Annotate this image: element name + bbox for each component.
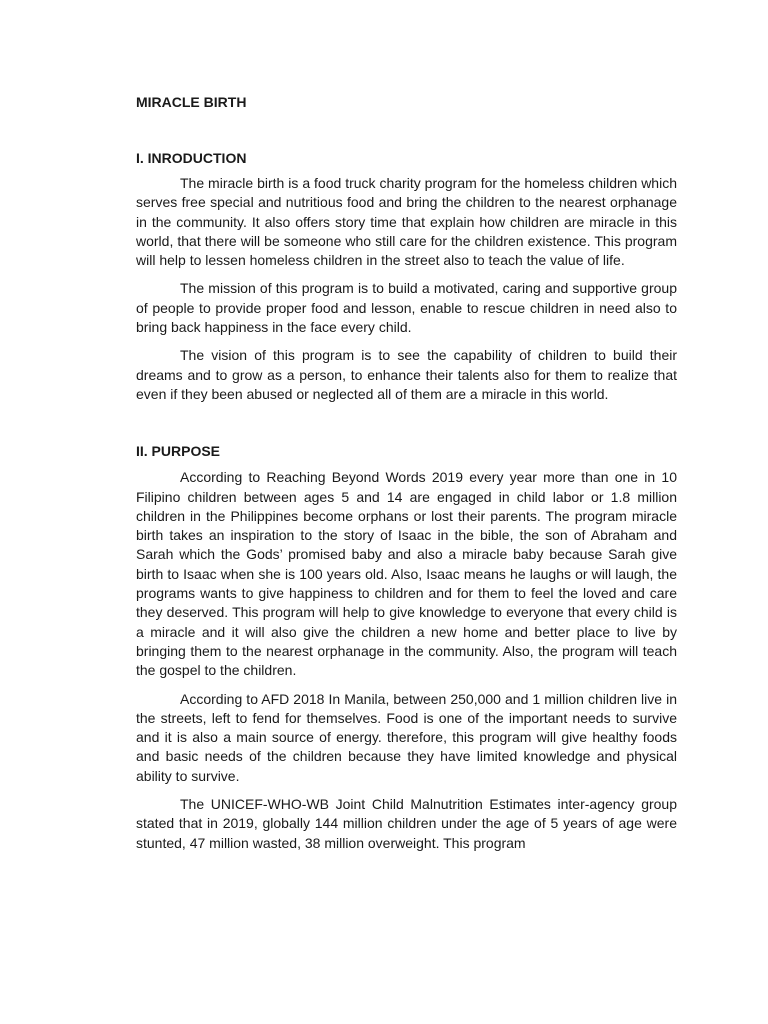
unicef-paragraph: The UNICEF-WHO-WB Joint Child Malnutrition Estimates inter-agency group stated that in 2019, globally 144 million children under the age of 5 years of age were stunted, 47 million wasted, 38 million overweight. This program — [136, 796, 677, 851]
afd-paragraph: According to AFD 2018 In Manila, between 250,000 and 1 million children live in the streets, left to fend for themselves. Food is one of the important needs to survive and it is also a main source of energy. therefore, this program will give healthy foods and basic needs of the children because they have limited knowledge and physical ability to survive. — [136, 690, 677, 784]
section-heading-purpose: II. PURPOSE — [136, 443, 221, 460]
vision-paragraph: The vision of this program is to see the capability of children to build their dreams and to grow as a person, to enhance their talents also for them to realize that even if they been abused or neglected all of them are a miracle in this world. — [136, 347, 677, 402]
section-heading-introduction: I. INRODUCTION — [136, 150, 247, 166]
mission-paragraph: The mission of this program is to build a motivated, caring and supportive group of people to provide proper food and lesson, enable to rescue children in need also to bring back happiness in the face every child. — [136, 280, 677, 336]
document-title: MIRACLE BIRTH — [136, 94, 247, 110]
document-page — [136, 93, 677, 853]
purpose-paragraph: According to Reaching Beyond Words 2019 every year more than one in 10 Filipino children between ages 5 and 14 are engaged in child labor or 1.8 million children in the Philippines become orphans or lost their parents. The program miracle birth takes an inspiration to the story of Isaac in the bible, the son of Abraham and Sarah which the Gods’ promised baby and also a miracle baby because Sarah give birth to Isaac when she is 100 years old. Also, Isaac means he laughs or will laugh, the programs wants to give happiness to children and for them to feel the loved and care they deserved. This program will help to give knowledge to everyone that every child is a miracle and it will also give the children a new home and better place to live by bringing them to the nearest orphanage in the community. Also, the program will teach the gospel to the children. — [136, 469, 677, 679]
intro-paragraph: The miracle birth is a food truck charity program for the homeless children which serves free special and nutritious food and bring the children to the nearest orphanage in the community. It also offers story time that explain how children are miracle in this world, that there will be someone who still care for the children existence. This program will help to lessen homeless children in the street also to teach the value of life. — [136, 175, 677, 269]
